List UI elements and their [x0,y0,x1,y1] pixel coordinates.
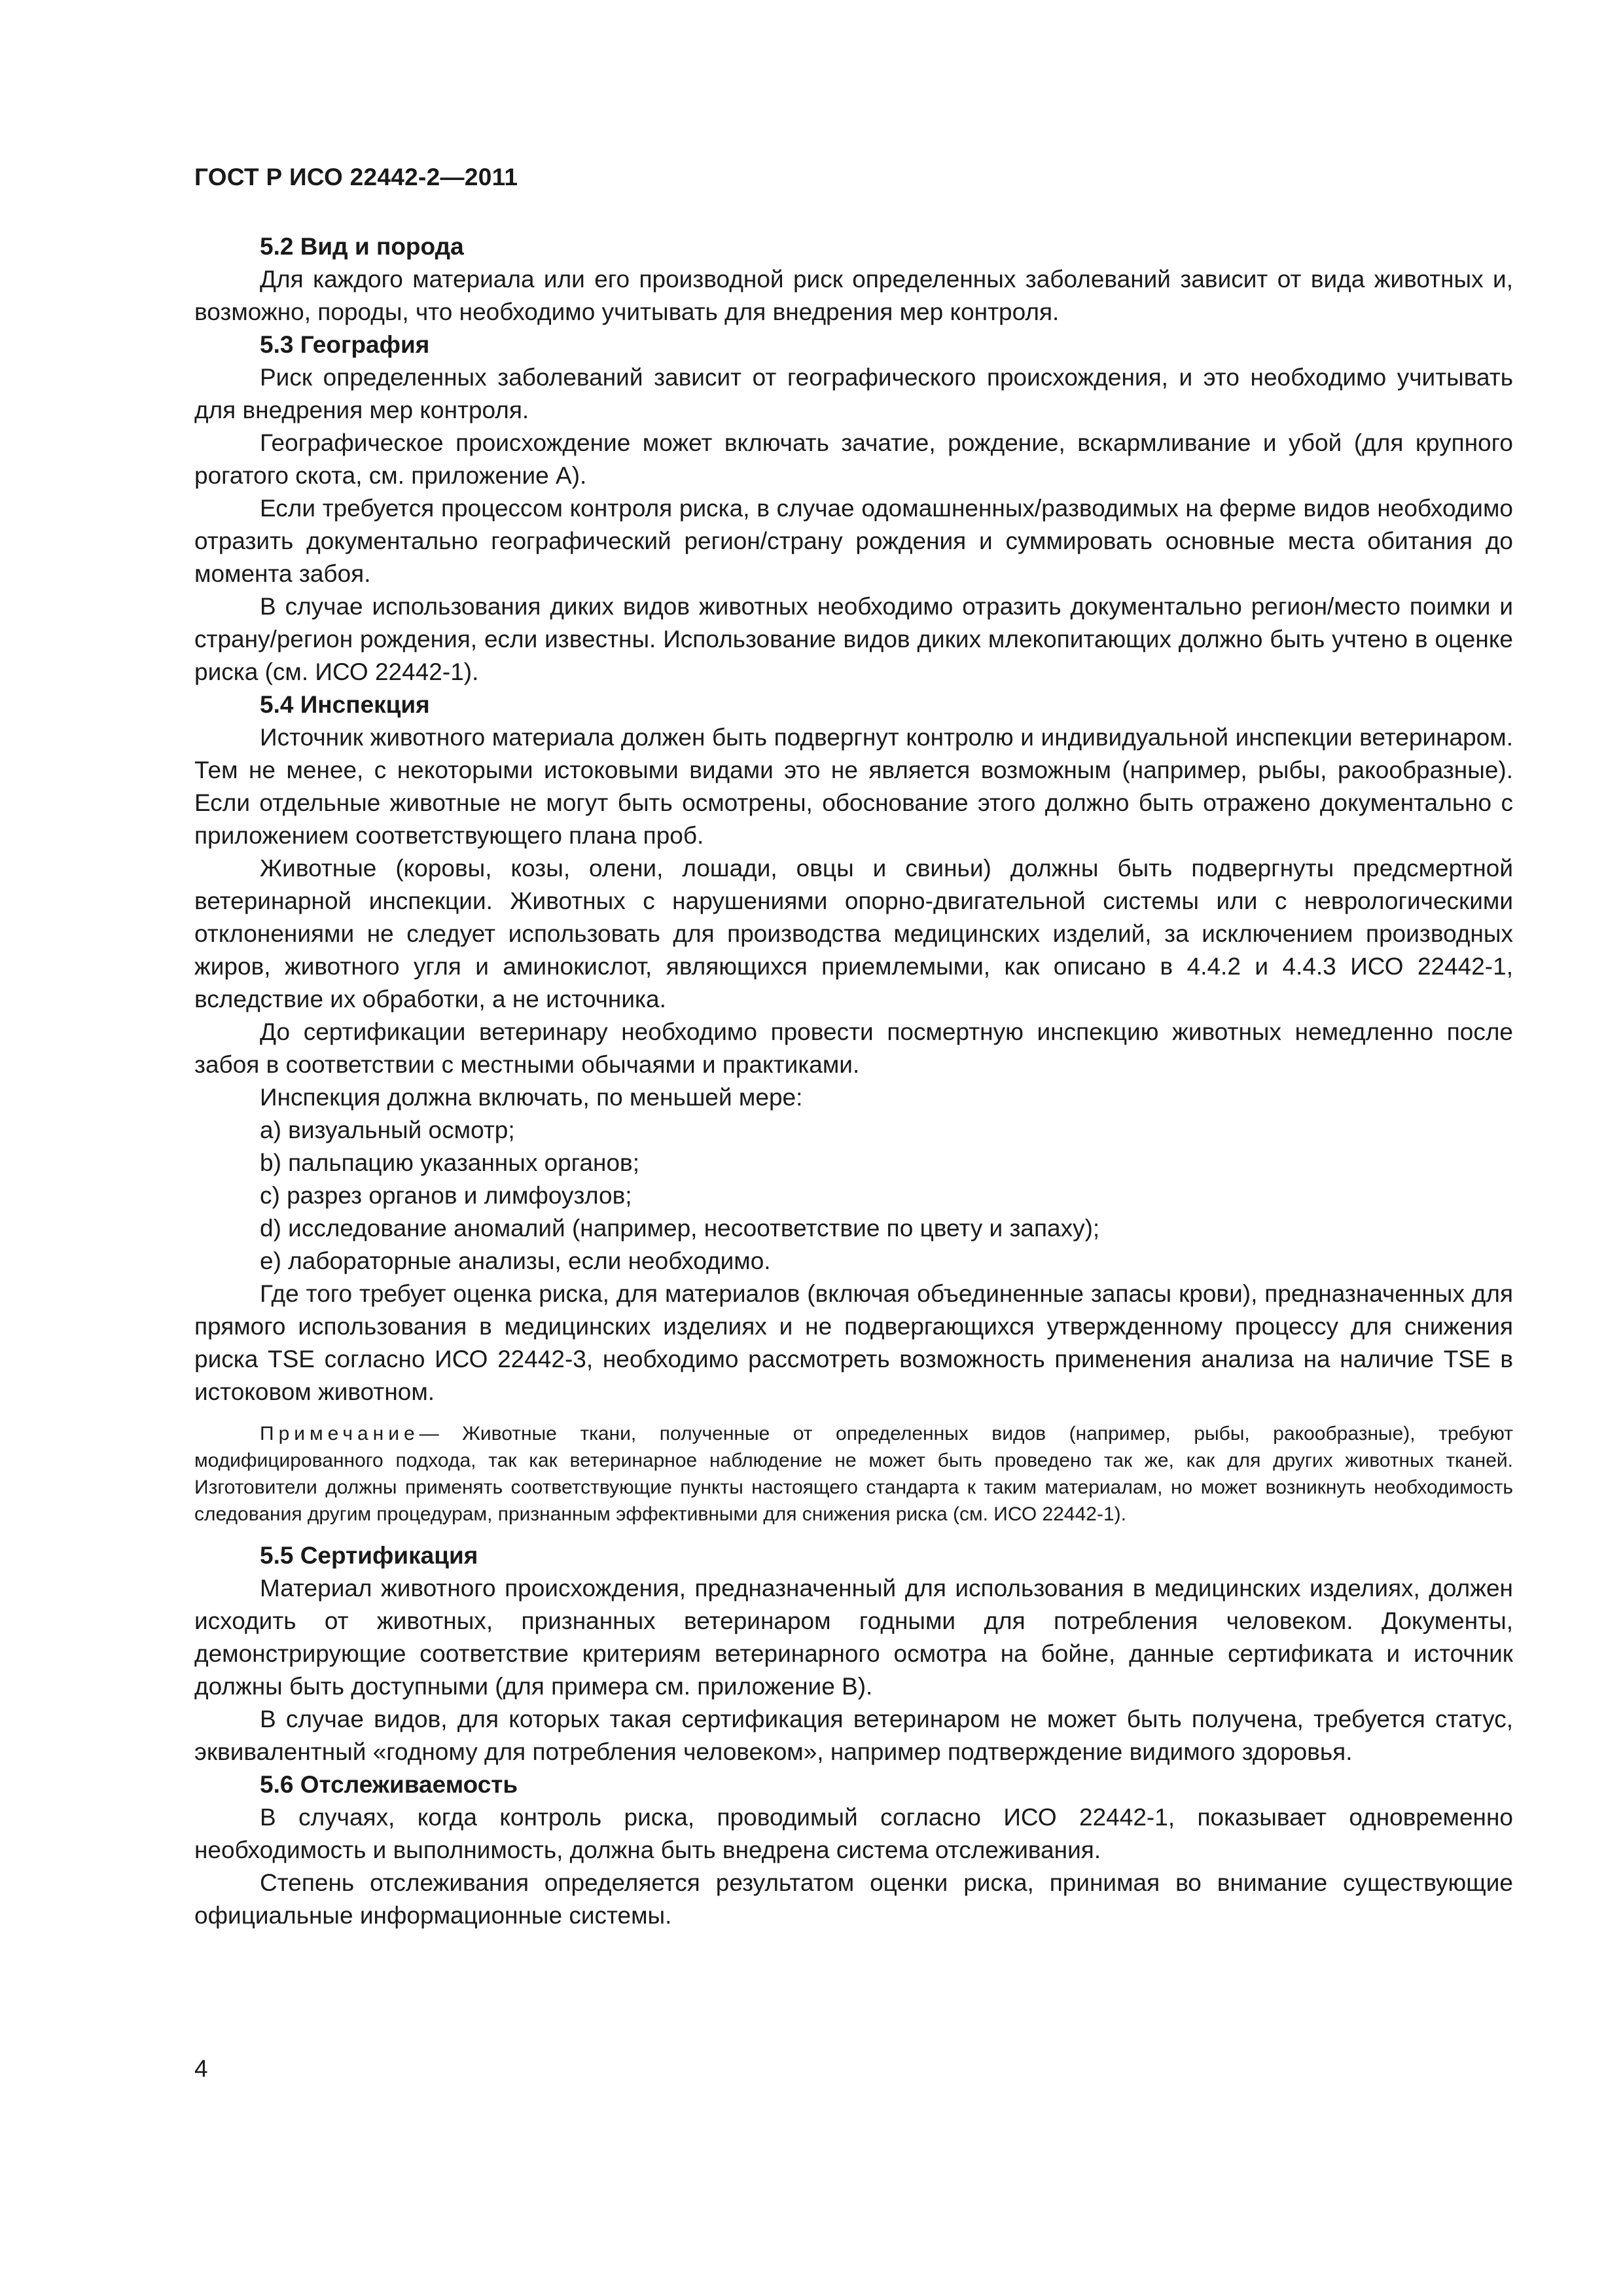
section-5-6-paragraph-1: В случаях, когда контроль риска, проводимый согласно ИСО 22442-1, показывает одновременно необходимость и выполнимость, должна быть внедрена система отслеживания. [194,1804,1513,1863]
section-5-4-heading: 5.4 Инспекция [260,691,430,718]
section-5-6-heading: 5.6 Отслеживаемость [260,1771,518,1798]
section-5-2-heading: 5.2 Вид и порода [260,233,464,260]
note-text: — Животные ткани, полученные от определенных видов (например, рыбы, ракообразные), требуют модифицированного подхода, так как ветеринарное наблюдение не может быть проведено так же, как для других животных тканей. Изготовители должны применять соответствующие пункты настоящего стандарта к таким материалам, но может возникнуть необходимость следования другим процедурам, признанным эффективными для снижения риска (см. ИСО 22442-1). [194,1423,1513,1525]
section-5-4-paragraph-5: Где того требует оценка риска, для материалов (включая объединенные запасы крови), предназначенных для прямого использования в медицинских изделиях и не подвергающихся утвержденному процессу для снижения риска TSE согласно ИСО 22442-3, необходимо рассмотреть возможность применения анализа на наличие TSE в истоковом животном. [194,1280,1513,1405]
list-item: d) исследование аномалий (например, несоответствие по цвету и запаху); [260,1215,1100,1242]
section-5-5-paragraph-1: Материал животного происхождения, предназначенный для использования в медицинских изделиях, должен исходить от животных, признанных ветеринаром годными для потребления человеком. Документы, демонстрирующие соответствие критериям ветеринарного осмотра на бойне, данные сертификата и источник должны быть доступными (для примера см. приложение В). [194,1575,1513,1700]
section-5-4-paragraph-3: До сертификации ветеринару необходимо провести посмертную инспекцию животных немедленно после забоя в соответствии с местными обычаями и практиками. [194,1018,1513,1078]
section-5-3-heading: 5.3 География [260,331,430,358]
section-5-4-paragraph-2: Животные (коровы, козы, олени, лошади, овцы и свиньи) должны быть подвергнуты предсмертной ветеринарной инспекции. Животных с нарушениями опорно-двигательной системы или с неврологическими отклонениями не следует использовать для производства медицинских изделий, за исключением производных жиров, животного угля и аминокислот, являющихся приемлемыми, как описано в 4.4.2 и 4.4.3 ИСО 22442-1, вследствие их обработки, а не источника. [194,855,1513,1013]
note [194,1420,1513,1528]
page-number: 4 [194,2055,208,2082]
list-item: b) пальпацию указанных органов; [260,1149,639,1176]
inspection-list [194,1114,1513,1278]
note-label: Примечание [260,1423,419,1444]
section-5-5-paragraph-2: В случае видов, для которых такая сертификация ветеринаром не может быть получена, требуется статус, эквивалентный «годному для потребления человеком», например подтверждение видимого здоровья. [194,1706,1513,1765]
section-5-3-paragraph-3: Если требуется процессом контроля риска, в случае одомашненных/разводимых на ферме видов необходимо отразить документально географический регион/страну рождения и суммировать основные места обитания до момента забоя. [194,495,1513,587]
section-5-4-paragraph-1: Источник животного материала должен быть подвергнут контролю и индивидуальной инспекции ветеринаром. Тем не менее, с некоторыми истоковыми видами это не является возможным (например, рыбы, ракообразные). Если отдельные животные не могут быть осмотрены, обоснование этого должно быть отражено документально с приложением соответствующего плана проб. [194,724,1513,849]
document-page [194,161,1513,1932]
section-5-3-paragraph-1: Риск определенных заболеваний зависит от географического происхождения, и это необходимо учитывать для внедрения мер контроля. [194,364,1513,423]
list-item: a) визуальный осмотр; [260,1117,515,1143]
list-item: c) разрез органов и лимфоузлов; [260,1182,632,1209]
section-5-6-paragraph-2: Степень отслеживания определяется результатом оценки риска, принимая во внимание существующие официальные информационные системы. [194,1869,1513,1929]
section-5-4-paragraph-4: Инспекция должна включать, по меньшей мере: [260,1084,803,1111]
section-5-3-paragraph-4: В случае использования диких видов животных необходимо отразить документально регион/место поимки и страну/регион рождения, если известны. Использование видов диких млекопитающих должно быть учтено в оценке риска (см. ИСО 22442-1). [194,593,1513,685]
section-5-3-paragraph-2: Географическое происхождение может включать зачатие, рождение, вскармливание и убой (для крупного рогатого скота, см. приложение А). [194,429,1513,489]
document-header: ГОСТ Р ИСО 22442-2—2011 [194,164,518,190]
section-5-2-paragraph-1: Для каждого материала или его производной риск определенных заболеваний зависит от вида животных и, возможно, породы, что необходимо учитывать для внедрения мер контроля. [194,266,1513,325]
list-item: e) лабораторные анализы, если необходимо. [260,1247,771,1274]
section-5-5-heading: 5.5 Сертификация [260,1542,478,1569]
